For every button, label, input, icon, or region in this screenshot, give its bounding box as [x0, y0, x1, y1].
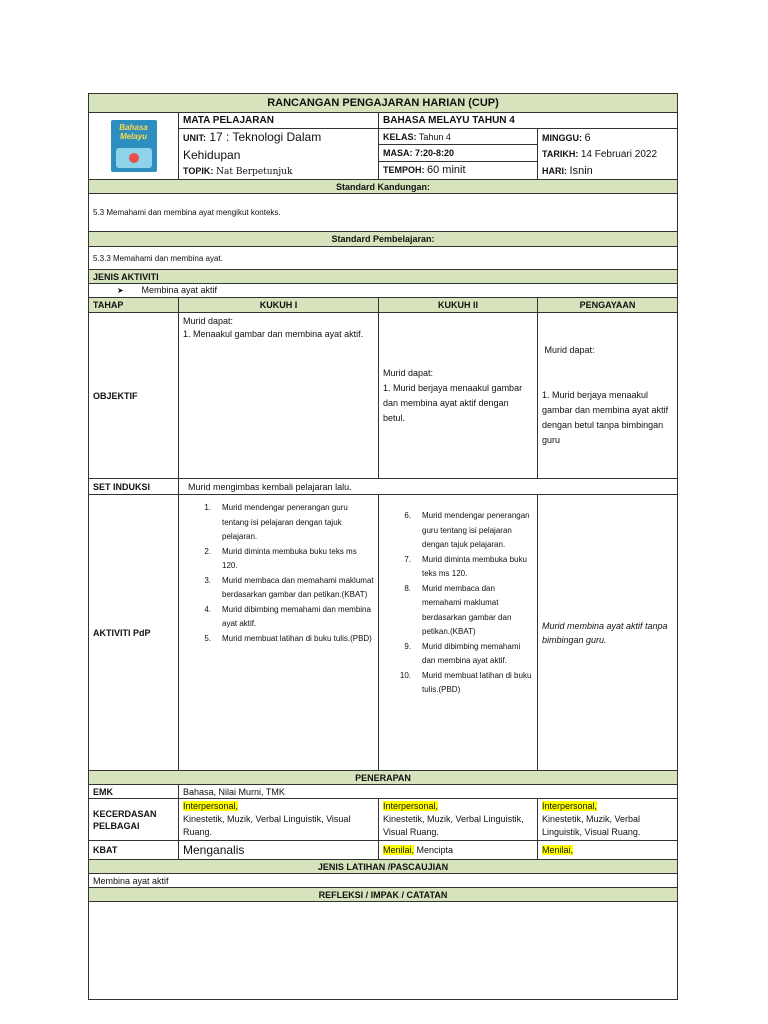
objektif-kukuh2-line2: 1. Murid berjaya menaakul gambar dan membina ayat aktif dengan betul.	[383, 382, 523, 423]
aktiviti-kukuh2-item-number: 6.	[404, 511, 411, 520]
masa-label: MASA:	[383, 147, 413, 158]
aktiviti-label: AKTIVITI PdP	[89, 495, 179, 771]
pengayaan-header: PENGAYAAN	[538, 298, 678, 313]
subject-name: BAHASA MELAYU TAHUN 4	[379, 113, 678, 129]
refleksi-header: REFLEKSI / IMPAK / CATATAN	[89, 888, 678, 902]
kecerdasan-kukuh2-rest: Kinestetik, Muzik, Verbal Linguistik, Visual Ruang.	[383, 814, 524, 837]
tarikh-label: TARIKH:	[542, 148, 579, 159]
arrow-bullet-icon: ➤	[117, 286, 124, 295]
aktiviti-kukuh2-item	[379, 582, 533, 640]
logo-text-2: Melayu	[119, 132, 148, 141]
kbat-kukuh2-highlight: Menilai,	[383, 845, 415, 855]
aktiviti-kukuh2-item	[379, 669, 533, 698]
aktiviti-kukuh1-item-number: 4.	[204, 604, 211, 614]
aktiviti-kukuh1-item-number: 1.	[204, 503, 211, 512]
kecerdasan-pengayaan	[538, 799, 678, 841]
set-induksi-label: SET INDUKSI	[89, 479, 179, 495]
aktiviti-kukuh1-item-text: Murid mendengar penerangan guru tentang isi pelajaran dengan tajuk pelajaran.	[222, 503, 348, 541]
kbat-label: KBAT	[89, 841, 179, 860]
aktiviti-kukuh1-item	[179, 545, 374, 574]
kecerdasan-kukuh1	[179, 799, 379, 841]
mata-pelajaran-label: MATA PELAJARAN	[179, 113, 379, 129]
tahap-header: TAHAP	[89, 298, 179, 313]
unit-topik-cell	[179, 129, 379, 180]
unit-value: 17 : Teknologi Dalam Kehidupan	[183, 130, 322, 162]
standard-kandungan-text: 5.3 Memahami dan membina ayat mengikut konteks.	[89, 194, 678, 232]
kukuh1-header: KUKUH I	[179, 298, 379, 313]
aktiviti-kukuh2-item-text: Murid membuat latihan di buku tulis.(PBD)	[422, 670, 532, 694]
textbook-logo	[89, 113, 179, 180]
kbat-kukuh2	[379, 841, 538, 860]
objektif-pengayaan-line2: 1. Murid berjaya menaakul gambar dan membina ayat aktif dengan betul tanpa bimbingan guru	[542, 390, 669, 445]
aktiviti-kukuh2-item-text: Murid diminta membuka buku teks ms 120.	[422, 554, 527, 578]
unit-label: UNIT:	[183, 133, 206, 143]
objektif-kukuh1	[179, 313, 379, 479]
aktiviti-kukuh2-item	[379, 509, 533, 553]
aktiviti-kukuh1-item-number: 2.	[204, 546, 211, 556]
aktiviti-kukuh2-item-number: 10.	[399, 670, 411, 680]
jenis-latihan-text: Membina ayat aktif	[89, 874, 678, 888]
logo-text-1: Bahasa	[119, 123, 148, 132]
aktiviti-pengayaan: Murid membina ayat aktif tanpa bimbingan guru.	[538, 495, 678, 771]
emk-value: Bahasa, Nilai Murni, TMK	[179, 785, 678, 799]
tarikh-value: 14 Februari 2022	[580, 148, 658, 160]
aktiviti-kukuh1-item	[179, 632, 374, 647]
kelas-label: KELAS:	[383, 131, 417, 142]
kecerdasan-label-line1: KECERDASAN	[93, 808, 157, 819]
standard-pembelajaran-text: 5.3.3 Memahami dan membina ayat.	[89, 247, 678, 270]
aktiviti-kukuh1-item-text: Murid membaca dan memahami maklumat berdasarkan gambar dan petikan.(KBAT)	[222, 575, 374, 599]
kecerdasan-kukuh1-highlight: Interpersonal,	[183, 801, 239, 811]
jenis-aktiviti-text: Membina ayat aktif	[141, 285, 218, 295]
aktiviti-kukuh2-item-number: 8.	[404, 583, 411, 593]
kecerdasan-kukuh2	[379, 799, 538, 841]
jenis-aktiviti-item	[89, 284, 678, 298]
jenis-latihan-header: JENIS LATIHAN /PASCAUJIAN	[89, 860, 678, 874]
aktiviti-kukuh1-item-number: 3.	[204, 575, 211, 585]
tempoh-cell	[379, 161, 538, 179]
kelas-value: Tahun 4	[418, 131, 451, 142]
minggu-tarikh-hari-cell	[538, 129, 678, 180]
aktiviti-kukuh2-item	[379, 640, 533, 669]
minggu-label: MINGGU:	[542, 132, 582, 143]
objektif-kukuh2-line1: Murid dapat:	[383, 367, 434, 378]
objektif-kukuh2	[379, 313, 538, 479]
aktiviti-kukuh1-item-text: Murid dibimbing memahami dan membina ayat aktif.	[222, 604, 371, 628]
objektif-kukuh1-line2: 1. Menaakul gambar dan membina ayat aktif.	[183, 329, 364, 339]
aktiviti-kukuh2	[379, 495, 538, 771]
kecerdasan-kukuh2-highlight: Interpersonal,	[383, 801, 439, 811]
topik-value: Nat Berpetunjuk	[216, 167, 293, 177]
aktiviti-kukuh2-list	[379, 509, 533, 698]
jenis-aktiviti-header: JENIS AKTIVITI	[89, 270, 678, 284]
kecerdasan-pengayaan-rest: Kinestetik, Muzik, Verbal Linguistik, Visual Ruang.	[542, 814, 641, 837]
tempoh-label: TEMPOH:	[383, 165, 425, 176]
aktiviti-kukuh2-item-number: 7.	[404, 554, 411, 564]
masa-value: 7:20-8:20	[415, 147, 455, 158]
kbat-kukuh2-rest: Mencipta	[414, 845, 454, 855]
tempoh-value: 60 minit	[427, 164, 466, 177]
minggu-value: 6	[584, 131, 591, 144]
aktiviti-kukuh2-item	[379, 553, 533, 582]
aktiviti-kukuh1-item	[179, 501, 374, 545]
objektif-pengayaan-line1: Murid dapat:	[542, 345, 595, 355]
masa-cell	[379, 145, 538, 161]
aktiviti-kukuh1-item	[179, 574, 374, 603]
topik-label: TOPIK:	[183, 166, 214, 176]
aktiviti-kukuh1-item	[179, 603, 374, 632]
lesson-plan-sheet	[88, 93, 677, 921]
kbat-pengayaan-highlight: Menilai,	[542, 845, 574, 855]
objektif-pengayaan	[538, 313, 678, 479]
kbat-pengayaan	[538, 841, 678, 860]
kecerdasan-kukuh1-rest: Kinestetik, Muzik, Verbal Linguistik, Visual Ruang.	[183, 814, 351, 837]
aktiviti-kukuh1-item-text: Murid diminta membuka buku teks ms 120.	[222, 546, 357, 570]
standard-kandungan-header: Standard Kandungan:	[89, 180, 678, 194]
aktiviti-kukuh2-item-text: Murid mendengar penerangan guru tentang isi pelajaran dengan tajuk pelajaran.	[422, 511, 530, 549]
hari-value: Isnin	[569, 164, 593, 177]
set-induksi-text: Murid mengimbas kembali pelajaran lalu.	[179, 479, 678, 495]
kecerdasan-pelbagai-label	[89, 799, 179, 841]
aktiviti-kukuh1-list	[179, 501, 374, 646]
objektif-label: OBJEKTIF	[89, 313, 179, 479]
aktiviti-kukuh2-item-text: Murid membaca dan memahami maklumat berdasarkan gambar dan petikan.(KBAT)	[422, 583, 512, 636]
aktiviti-kukuh2-item-text: Murid dibimbing memahami dan membina ayat aktif.	[422, 641, 521, 665]
kukuh2-header: KUKUH II	[379, 298, 538, 313]
standard-pembelajaran-header: Standard Pembelajaran:	[89, 232, 678, 247]
kecerdasan-label-line2: PELBAGAI	[93, 820, 140, 831]
kbat-kukuh1: Menganalis	[179, 841, 379, 860]
aktiviti-kukuh1	[179, 495, 379, 771]
kecerdasan-pengayaan-highlight: Interpersonal,	[542, 801, 598, 811]
aktiviti-kukuh1-item-text: Murid membuat latihan di buku tulis.(PBD)	[222, 633, 372, 643]
lesson-plan-table	[88, 93, 678, 1000]
kelas-cell	[379, 129, 538, 145]
hari-label: HARI:	[542, 165, 567, 176]
objektif-kukuh1-line1: Murid dapat:	[183, 316, 234, 326]
document-title: RANCANGAN PENGAJARAN HARIAN (CUP)	[89, 94, 678, 113]
emk-label: EMK	[89, 785, 179, 799]
refleksi-area[interactable]	[89, 902, 678, 1000]
aktiviti-kukuh2-item-number: 9.	[404, 641, 411, 651]
penerapan-header: PENERAPAN	[89, 771, 678, 785]
aktiviti-kukuh1-item-number: 5.	[204, 633, 211, 643]
